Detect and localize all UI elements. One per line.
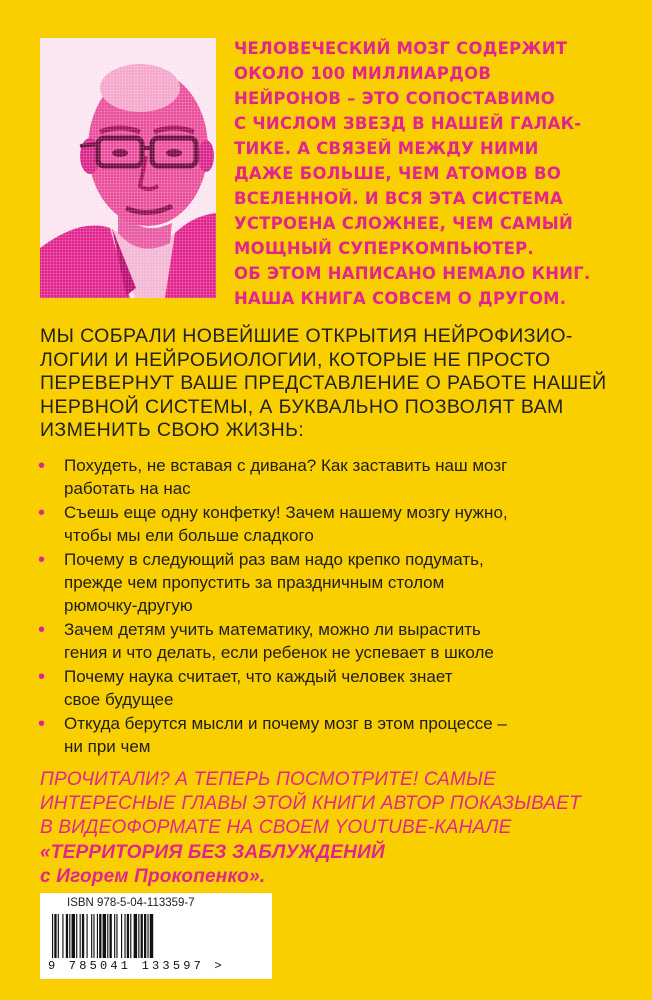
barcode-bar [144, 914, 146, 958]
barcode-bar [124, 914, 125, 958]
barcode-bar [99, 914, 101, 958]
barcode-bar [121, 914, 122, 958]
barcode-bar [62, 914, 63, 958]
barcode-bar [130, 914, 131, 958]
intro-line: ДАЖЕ БОЛЬШЕ, ЧЕМ АТОМОВ ВО [234, 164, 562, 183]
bullet-text-line: рюмочку-другую [64, 595, 193, 615]
bullet-text-line: Съешь еще одну конфетку! Зачем нашему мозгу нужно, [64, 503, 508, 523]
isbn-text: ISBN 978-5-04-113359-7 [67, 897, 195, 909]
promo-line: ПРОЧИТАЛИ? А ТЕПЕРЬ ПОСМОТРИТЕ! САМЫЕ [40, 769, 496, 790]
bullet-text-line: гения и что делать, если ребенок не успевает в школе [64, 642, 494, 662]
barcode-bar [107, 914, 108, 958]
barcode-bar [58, 914, 59, 958]
bullet-text-line: свое будущее [64, 689, 174, 709]
barcode-bar [66, 914, 68, 958]
barcode-bar [91, 914, 92, 958]
barcode-bar [80, 914, 81, 958]
promo-line: В ВИДЕОФОРМАТЕ НА СВОЕМ YOUTUBE-КАНАЛЕ [40, 817, 512, 839]
barcode-bar [110, 914, 112, 958]
barcode-bar [150, 914, 153, 958]
intro-line: ЧЕЛОВЕЧЕСКИЙ МОЗГ СОДЕРЖИТ [234, 39, 568, 58]
intro-line: НЕЙРОНОВ – ЭТО СОПОСТАВИМО [234, 89, 555, 108]
bullet-text-line: ни при чем [64, 737, 151, 757]
barcode-bars-icon [50, 914, 250, 960]
intro-line: УСТРОЕНА СЛОЖНЕЕ, ЧЕМ САМЫЙ [234, 214, 574, 233]
channel-host: с Игорем Прокопенко». [40, 865, 266, 887]
bullet-text-line: Почему наука считает, что каждый человек знает [64, 667, 453, 687]
promo-block [40, 768, 620, 889]
bullet-text-line: Почему в следующий раз вам надо крепко подумать, [64, 550, 484, 570]
bullet-text-line: чтобы мы ели больше сладкого [64, 525, 314, 545]
bullet-dot-icon: • [38, 619, 46, 642]
bullet-text-line: Зачем детям учить математику, можно ли вырастить [64, 620, 481, 640]
intro-line: ОБ ЭТОМ НАПИСАНО НЕМАЛО КНИГ. [234, 264, 591, 283]
bullet-item [38, 713, 618, 759]
barcode-bar [116, 914, 117, 958]
intro-line: ТИКЕ. А СВЯЗЕЙ МЕЖДУ НИМИ [234, 139, 539, 158]
barcode-bar [69, 914, 70, 958]
barcode-bar [97, 914, 98, 958]
intro-line: НАША КНИГА СОВСЕМ О ДРУГОМ. [234, 289, 567, 308]
barcode-digits: 9 785041 133597 > [48, 959, 225, 973]
bullet-item [38, 619, 618, 665]
lead-line: ИЗМЕНИТЬ СВОЮ ЖИЗНЬ: [40, 419, 305, 441]
barcode-bar [52, 914, 53, 958]
barcode-bar [72, 914, 75, 958]
author-portrait-icon [40, 38, 216, 298]
barcode-bar [54, 914, 56, 958]
bullet-text-line: прежде чем пропустить за праздничным столом [64, 572, 445, 592]
bullet-item [38, 666, 618, 712]
channel-name: «ТЕРРИТОРИЯ БЕЗ ЗАБЛУЖДЕНИЙ [40, 841, 385, 863]
promo-line: ИНТЕРЕСНЫЕ ГЛАВЫ ЭТОЙ КНИГИ АВТОР ПОКАЗЫВАЕТ [40, 793, 581, 815]
intro-line: МОЩНЫЙ СУПЕРКОМПЬЮТЕР. [234, 239, 534, 258]
bullet-dot-icon: • [38, 713, 46, 736]
bullet-text-line: Похудеть, не вставая с дивана? Как заставить наш мозг [64, 456, 508, 475]
barcode-bar [134, 914, 137, 958]
intro-line: ВСЕЛЕННОЙ. И ВСЯ ЭТА СИСТЕМА [234, 189, 563, 208]
lead-line: ЛОГИИ И НЕЙРОБИОЛОГИИ, КОТОРЫЕ НЕ ПРОСТО [40, 348, 551, 371]
author-portrait [40, 38, 216, 298]
barcode [40, 893, 272, 979]
bullet-item [38, 455, 618, 501]
intro-paragraph [234, 36, 644, 311]
bullet-dot-icon: • [38, 502, 46, 525]
barcode-bar [114, 914, 115, 958]
lead-line: МЫ СОБРАЛИ НОВЕЙШИЕ ОТКРЫТИЯ НЕЙРОФИЗИО- [40, 325, 573, 347]
barcode-bar [82, 914, 84, 958]
bullet-item [38, 502, 618, 548]
bullet-dot-icon: • [38, 455, 46, 477]
bullet-item [38, 549, 618, 617]
barcode-bar [103, 914, 106, 958]
barcode-bar [76, 914, 77, 958]
bullet-dot-icon: • [38, 549, 46, 572]
barcode-bar [87, 914, 88, 958]
intro-line: С ЧИСЛОМ ЗВЕЗД В НАШЕЙ ГАЛАК- [234, 114, 582, 133]
bullet-list [38, 455, 618, 760]
lead-line: ПЕРЕВЕРНУТ ВАШЕ ПРЕДСТАВЛЕНИЕ О РАБОТЕ НАШЕЙ [40, 372, 607, 394]
lead-paragraph [40, 325, 620, 443]
barcode-bar [147, 914, 148, 958]
bullet-text-line: Откуда берутся мысли и почему мозг в этом процессе – [64, 714, 507, 734]
bullet-text-line: работать на нас [64, 478, 191, 498]
barcode-bar [93, 914, 94, 958]
bullet-dot-icon: • [38, 666, 46, 689]
intro-line: ОКОЛО 100 МИЛЛИАРДОВ [234, 64, 492, 83]
barcode-bar [127, 914, 129, 958]
lead-line: НЕРВНОЙ СИСТЕМЫ, А БУКВАЛЬНО ПОЗВОЛЯТ ВАМ [40, 395, 564, 418]
barcode-bar [141, 914, 143, 958]
barcode-bar [138, 914, 139, 958]
